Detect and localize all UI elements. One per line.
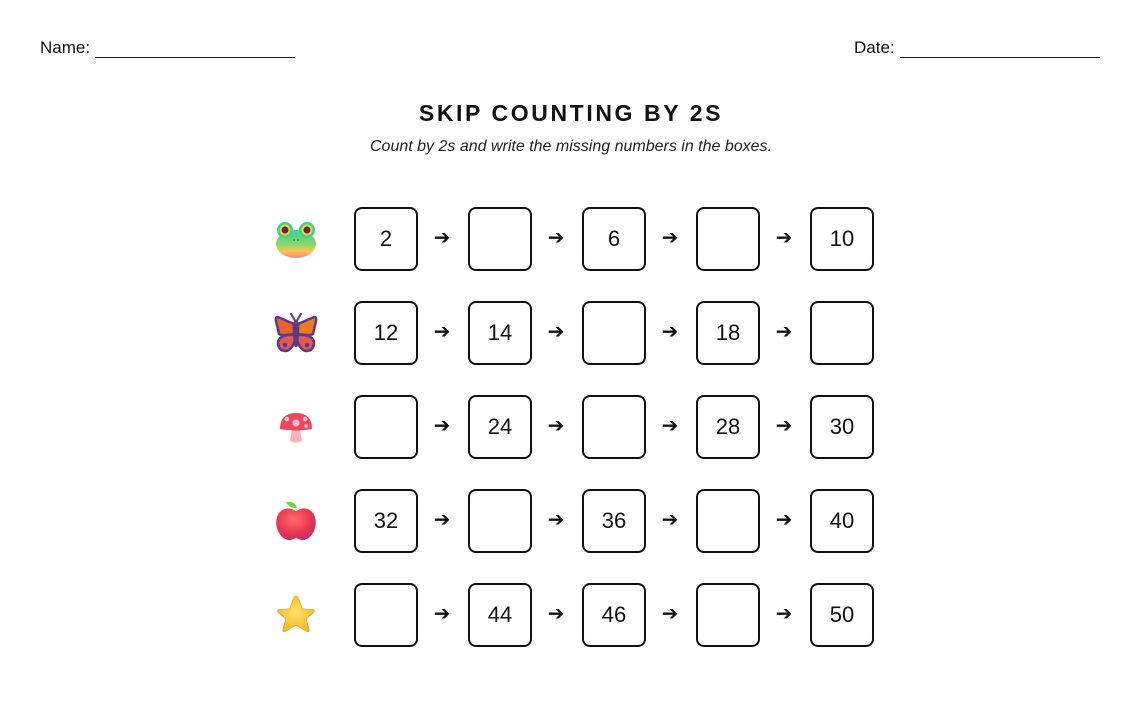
arrow-right-icon: ➔	[433, 415, 451, 437]
answer-box[interactable]	[696, 489, 760, 553]
answer-box[interactable]	[354, 395, 418, 459]
number-box: 32	[354, 489, 418, 553]
arrow-right-icon: ➔	[547, 321, 565, 343]
arrow-right-icon: ➔	[547, 509, 565, 531]
answer-box[interactable]	[468, 207, 532, 271]
sequence-row-3	[0, 395, 1142, 459]
name-write-line[interactable]	[95, 41, 295, 58]
arrow-right-icon: ➔	[661, 415, 679, 437]
arrow-right-icon: ➔	[433, 321, 451, 343]
number-box: 36	[582, 489, 646, 553]
arrow-right-icon: ➔	[661, 321, 679, 343]
date-label: Date:	[854, 38, 895, 57]
name-label: Name:	[40, 38, 91, 57]
arrow-right-icon: ➔	[775, 509, 793, 531]
butterfly-icon	[274, 311, 318, 355]
arrow-right-icon: ➔	[661, 509, 679, 531]
arrow-right-icon: ➔	[547, 415, 565, 437]
sequence-row-1	[0, 207, 1142, 271]
date-field	[854, 38, 1100, 58]
number-box: 40	[810, 489, 874, 553]
arrow-right-icon: ➔	[775, 603, 793, 625]
red-apple-icon	[274, 499, 318, 543]
arrow-right-icon: ➔	[433, 603, 451, 625]
number-box: 18	[696, 301, 760, 365]
arrow-right-icon: ➔	[775, 415, 793, 437]
answer-box[interactable]	[354, 583, 418, 647]
answer-box[interactable]	[582, 301, 646, 365]
answer-box[interactable]	[810, 301, 874, 365]
arrow-right-icon: ➔	[433, 227, 451, 249]
answer-box[interactable]	[468, 489, 532, 553]
arrow-right-icon: ➔	[775, 227, 793, 249]
number-box: 28	[696, 395, 760, 459]
number-box: 10	[810, 207, 874, 271]
sequence-row-5	[0, 583, 1142, 647]
arrow-right-icon: ➔	[775, 321, 793, 343]
arrow-right-icon: ➔	[547, 603, 565, 625]
answer-box[interactable]	[696, 207, 760, 271]
instructions: Count by 2s and write the missing numbers in the boxes.	[370, 138, 772, 155]
arrow-right-icon: ➔	[661, 227, 679, 249]
sequence-row-2	[0, 301, 1142, 365]
mushroom-icon	[274, 405, 318, 449]
page-title: SKIP COUNTING BY 2S	[418, 100, 724, 126]
number-box: 2	[354, 207, 418, 271]
arrow-right-icon: ➔	[433, 509, 451, 531]
number-box: 12	[354, 301, 418, 365]
sequence-row-4	[0, 489, 1142, 553]
number-box: 44	[468, 583, 532, 647]
number-box: 14	[468, 301, 532, 365]
star-icon	[274, 593, 318, 637]
number-box: 24	[468, 395, 532, 459]
number-box: 30	[810, 395, 874, 459]
arrow-right-icon: ➔	[661, 603, 679, 625]
answer-box[interactable]	[582, 395, 646, 459]
number-box: 6	[582, 207, 646, 271]
arrow-right-icon: ➔	[547, 227, 565, 249]
frog-face-icon	[274, 217, 318, 261]
name-field	[40, 38, 295, 58]
answer-box[interactable]	[696, 583, 760, 647]
number-box: 46	[582, 583, 646, 647]
number-box: 50	[810, 583, 874, 647]
date-write-line[interactable]	[900, 41, 1100, 58]
